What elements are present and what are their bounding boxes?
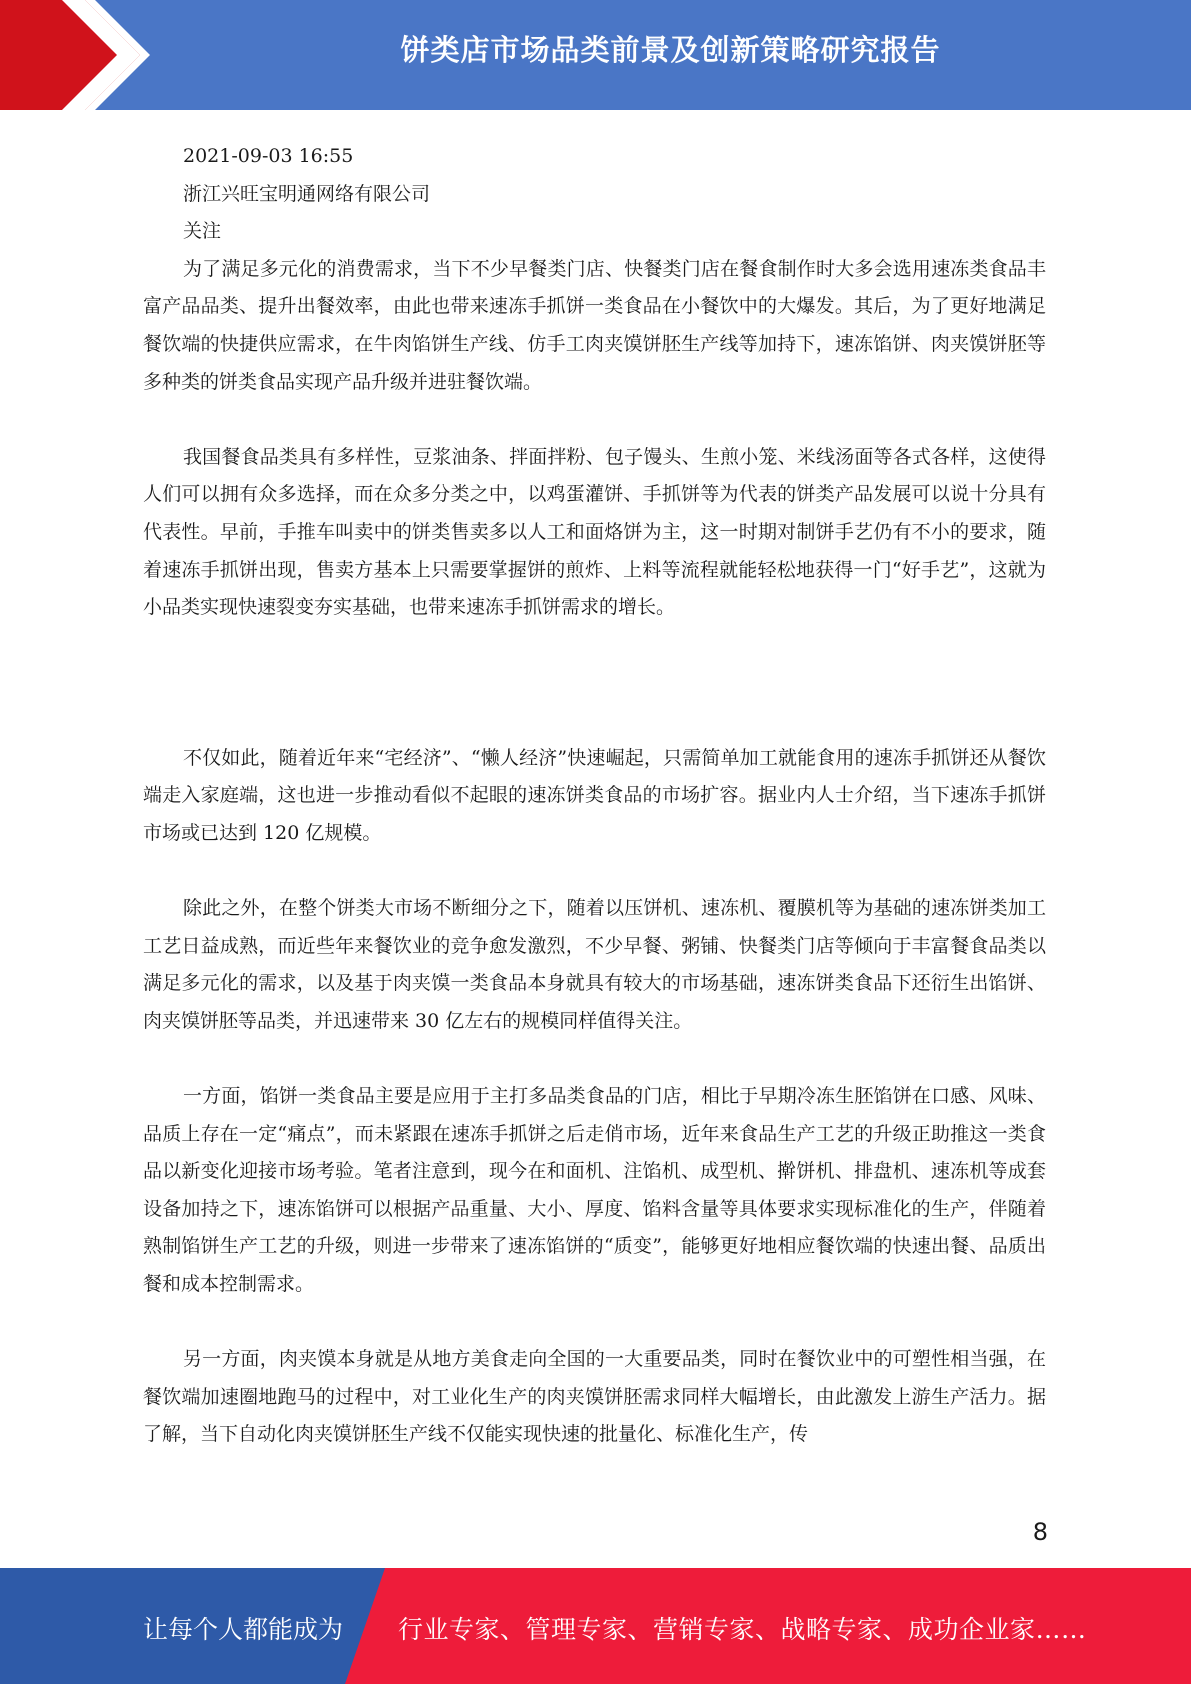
- follow-link[interactable]: 关注: [183, 220, 222, 243]
- page-header: [0, 0, 1191, 110]
- paragraph-5: 一方面，馅饼一类食品主要是应用于主打多品类食品的门店，相比于早期冷冻生胚馅饼在口感、风味、品质上存在一定“痛点”，而未紧跟在速冻手抓饼之后走俏市场，近年来食品生产工艺的升级正助推这一类食品以新变化迎接市场考验。笔者注意到，现今在和面机、注馅机、成型机、擀饼机、排盘机、速冻机等成套设备加持之下，速冻馅饼可以根据产品重量、大小、厚度、馅料含量等具体要求实现标准化的生产，伴随着熟制馅饼生产工艺的升级，则进一步带来了速冻馅饼的“质变”，能够更好地相应餐饮端的快速出餐、品质出餐和成本控制需求。: [143, 1085, 1046, 1296]
- page-number: 8: [1032, 1518, 1048, 1546]
- footer-slogan-right: 行业专家、管理专家、营销专家、战略专家、成功企业家……: [398, 1615, 1087, 1644]
- paragraph-3: 不仅如此，随着近年来“宅经济”、“懒人经济”快速崛起，只需简单加工就能食用的速冻手抓饼还从餐饮端走入家庭端，这也进一步推动看似不起眼的速冻饼类食品的市场扩容。据业内人士介绍，当下速冻手抓饼市场或已达到 120 亿规模。: [143, 746, 1046, 844]
- publish-datetime: 2021-09-03 16:55: [183, 145, 354, 167]
- report-title: 饼类店市场品类前景及创新策略研究报告: [400, 33, 941, 67]
- paragraph-spacer: [143, 853, 1046, 891]
- paragraph-4: 除此之外，在整个饼类大市场不断细分之下，随着以压饼机、速冻机、覆膜机等为基础的速冻饼类加工工艺日益成熟，而近些年来餐饮业的竞争愈发激烈，不少早餐、粥铺、快餐类门店等倾向于丰富餐食品类以满足多元化的需求，以及基于肉夹馍一类食品本身就具有较大的市场基础，速冻饼类食品下还衍生出馅饼、肉夹馍饼胚等品类，并迅速带来 30 亿左右的规模同样值得关注。: [143, 897, 1046, 1032]
- paragraph-2: 我国餐食品类具有多样性，豆浆油条、拌面拌粉、包子馒头、生煎小笼、米线汤面等各式各样，这使得人们可以拥有众多选择，而在众多分类之中，以鸡蛋灌饼、手抓饼等为代表的饼类产品发展可以说十分具有代表性。早前，手推车叫卖中的饼类售卖多以人工和面烙饼为主，这一时期对制饼手艺仍有不小的要求，随着速冻手抓饼出现，售卖方基本上只需要掌握饼的煎炸、上料等流程就能轻松地获得一门“好手艺”，这就为小品类实现快速裂变夯实基础，也带来速冻手抓饼需求的增长。: [143, 445, 1046, 619]
- paragraph-spacer: [143, 401, 1046, 439]
- article-body: [143, 138, 1046, 1454]
- paragraph-6: 另一方面，肉夹馍本身就是从地方美食走向全国的一大重要品类，同时在餐饮业中的可塑性相当强，在餐饮端加速圈地跑马的过程中，对工业化生产的肉夹馍饼胚需求同样大幅增长，由此激发上游生产活力。据了解，当下自动化肉夹馍饼胚生产线不仅能实现快速的批量化、标准化生产，传: [143, 1348, 1046, 1446]
- footer-slogan-left: 让每个人都能成为: [143, 1615, 344, 1644]
- paragraph-spacer: [143, 1040, 1046, 1078]
- page-footer: [0, 1568, 1191, 1684]
- paragraph-spacer: [143, 1304, 1046, 1342]
- paragraph-1: 为了满足多元化的消费需求，当下不少早餐类门店、快餐类门店在餐食制作时大多会选用速冻类食品丰富产品品类、提升出餐效率，由此也带来速冻手抓饼一类食品在小餐饮中的大爆发。其后，为了更好地满足餐饮端的快捷供应需求，在牛肉馅饼生产线、仿手工肉夹馍饼胚生产线等加持下，速冻馅饼、肉夹馍饼胚等多种类的饼类食品实现产品升级并进驻餐饮端。: [143, 257, 1046, 393]
- section-spacer: [143, 627, 1046, 740]
- author-company[interactable]: 浙江兴旺宝明通网络有限公司: [183, 182, 431, 205]
